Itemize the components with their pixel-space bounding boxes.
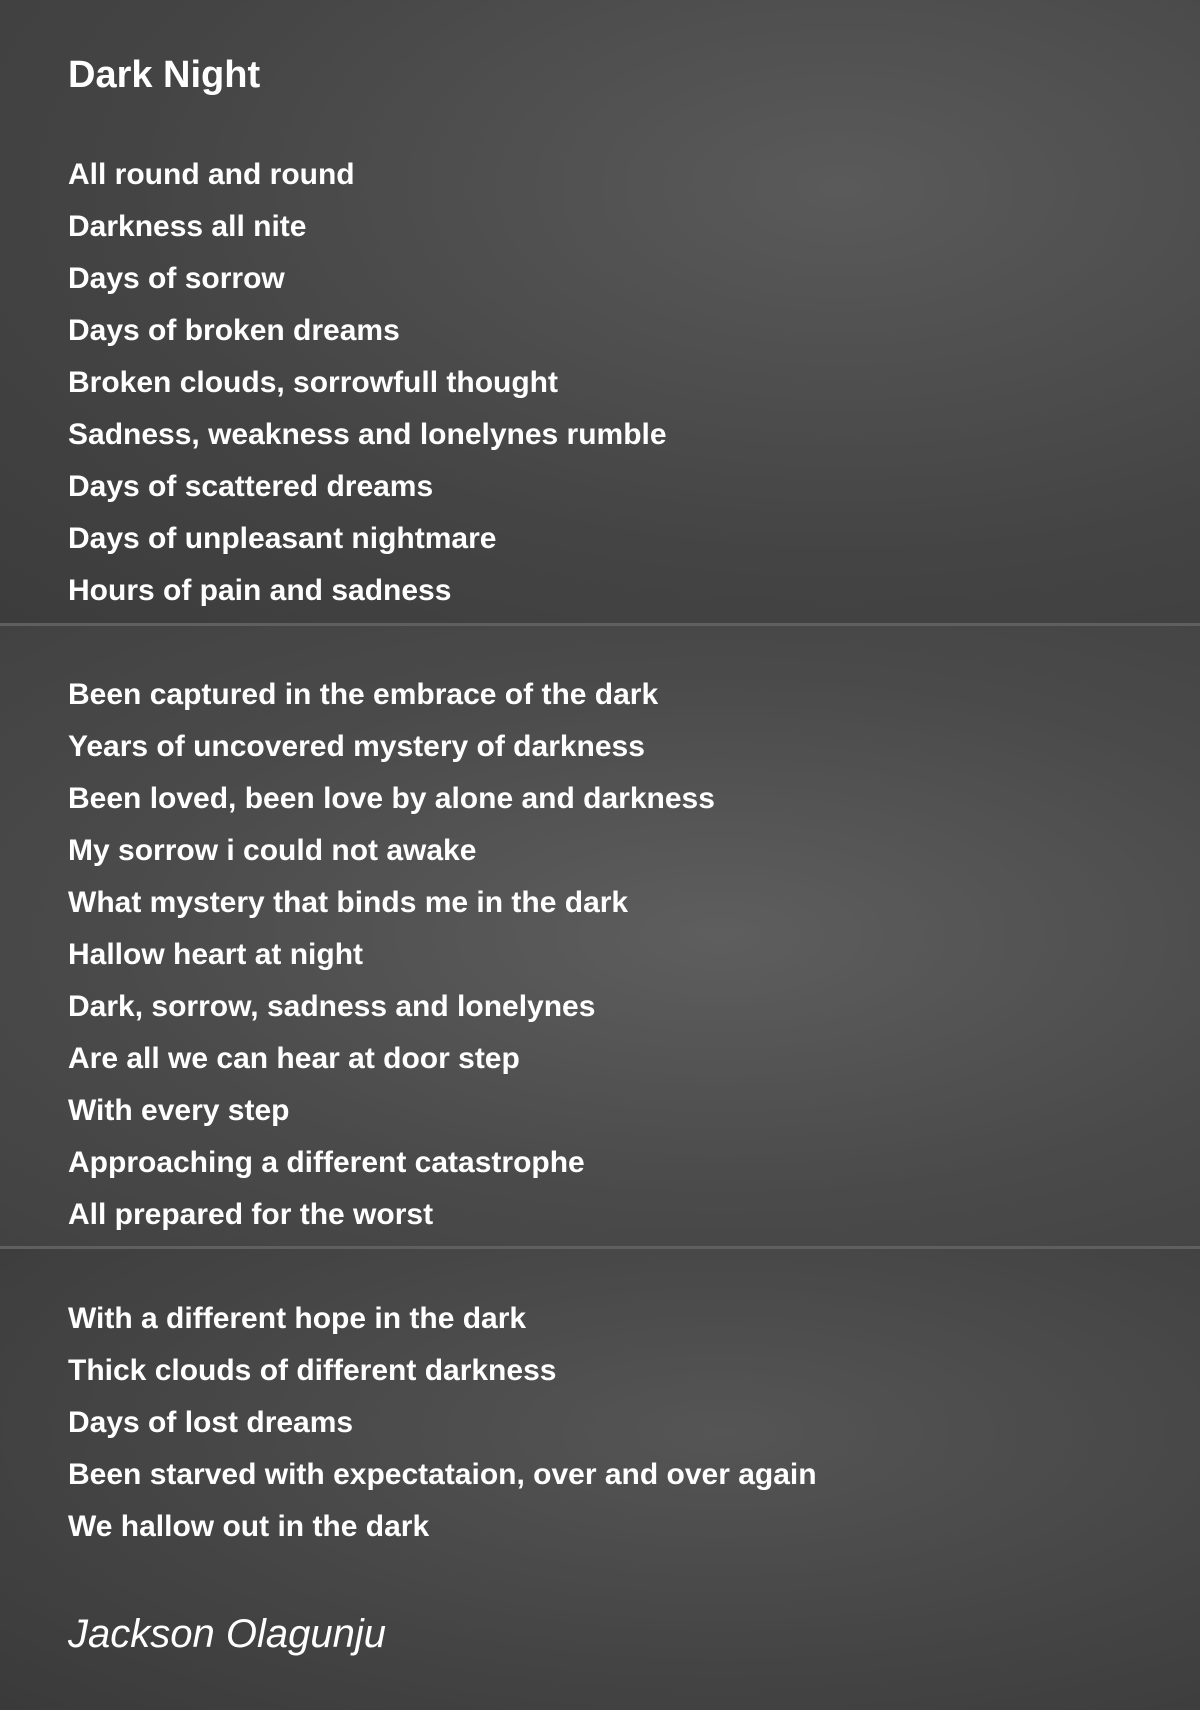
poem-line: With every step: [68, 1094, 290, 1127]
poem-line: Are all we can hear at door step: [68, 1042, 520, 1075]
stanza-3: [68, 1293, 817, 1553]
poem-line: Approaching a different catastrophe: [68, 1146, 585, 1179]
poem-line: Hallow heart at night: [68, 938, 364, 971]
poem-line: With a different hope in the dark: [68, 1302, 527, 1335]
poem-line: Years of uncovered mystery of darkness: [68, 730, 645, 763]
poem-line: Days of broken dreams: [68, 314, 400, 347]
poem-line: Days of scattered dreams: [68, 470, 434, 503]
poem-line: Dark, sorrow, sadness and lonelynes: [68, 990, 596, 1023]
poem-line: My sorrow i could not awake: [68, 834, 477, 867]
poem-line: Days of unpleasant nightmare: [68, 522, 497, 555]
poem-line: What mystery that binds me in the dark: [68, 886, 629, 919]
poem-line: All round and round: [68, 158, 355, 191]
poem-line: Been loved, been love by alone and darkness: [68, 782, 715, 815]
poem-line: We hallow out in the dark: [68, 1510, 430, 1543]
poem-title: Dark Night: [68, 54, 261, 96]
poem-line: Broken clouds, sorrowfull thought: [68, 366, 558, 399]
poem-line: Days of lost dreams: [68, 1406, 354, 1439]
stanza-2: [68, 669, 715, 1241]
poem-line: Sadness, weakness and lonelynes rumble: [68, 418, 667, 451]
poem-line: Darkness all nite: [68, 210, 307, 243]
poem-author: Jackson Olagunju: [68, 1612, 386, 1656]
poem-line: Hours of pain and sadness: [68, 574, 452, 607]
stanza-1: [68, 149, 667, 617]
poem-line: Days of sorrow: [68, 262, 285, 295]
poem-line: All prepared for the worst: [68, 1198, 434, 1231]
poem-line: Been captured in the embrace of the dark: [68, 678, 659, 711]
divider: [0, 623, 1200, 626]
poem-line: Thick clouds of different darkness: [68, 1354, 557, 1387]
divider: [0, 1246, 1200, 1249]
poem-line: Been starved with expectataion, over and over again: [68, 1458, 817, 1491]
